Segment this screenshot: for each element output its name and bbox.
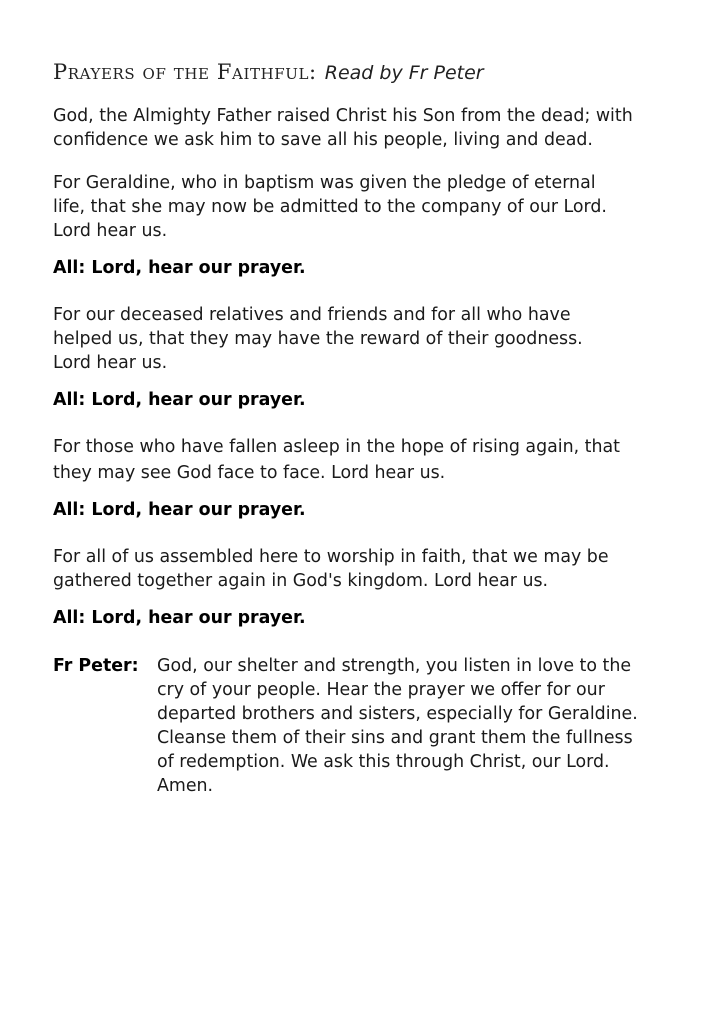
intention-line: gathered together again in God's kingdom. Lord hear us.	[53, 571, 549, 591]
intention-line: Lord hear us.	[53, 353, 168, 373]
closing-line: Cleanse them of their sins and grant them the fullness	[157, 728, 633, 748]
intro-line: confidence we ask him to save all his people, living and dead.	[53, 130, 593, 150]
intention-line: For all of us assembled here to worship in faith, that we may be	[53, 547, 609, 567]
closing-line: Amen.	[157, 776, 214, 796]
intention-line: they may see God face to face. Lord hear us.	[53, 463, 446, 483]
closing-line: God, our shelter and strength, you listen in love to the	[157, 656, 632, 676]
intention-line: helped us, that they may have the reward of their goodness.	[53, 329, 583, 349]
intention-line: For our deceased relatives and friends and for all who have	[53, 305, 571, 325]
intention-2-response: All: Lord, hear our prayer.	[53, 390, 306, 410]
intention-4-paragraph	[53, 545, 693, 593]
closing-speaker: Fr Peter:	[53, 656, 139, 676]
intention-3-paragraph	[53, 435, 693, 485]
intro-paragraph	[53, 104, 693, 152]
intention-2-paragraph	[53, 303, 693, 375]
intro-line: God, the Almighty Father raised Christ his Son from the dead; with	[53, 106, 633, 126]
intention-line: Lord hear us.	[53, 221, 168, 241]
intention-3-response: All: Lord, hear our prayer.	[53, 500, 306, 520]
page-heading	[53, 60, 484, 84]
heading-title: Prayers of the Faithful:	[53, 60, 317, 84]
intention-line: life, that she may now be admitted to the company of our Lord.	[53, 197, 607, 217]
closing-prayer	[157, 654, 697, 798]
intention-1-paragraph	[53, 171, 693, 243]
closing-line: of redemption. We ask this through Christ, our Lord.	[157, 752, 610, 772]
closing-line: cry of your people. Hear the prayer we offer for our	[157, 680, 605, 700]
heading-subtitle: Read by Fr Peter	[324, 62, 484, 84]
intention-line: For those who have fallen asleep in the hope of rising again, that	[53, 437, 620, 457]
intention-4-response: All: Lord, hear our prayer.	[53, 608, 306, 628]
intention-1-response: All: Lord, hear our prayer.	[53, 258, 306, 278]
intention-line: For Geraldine, who in baptism was given the pledge of eternal	[53, 173, 596, 193]
closing-line: departed brothers and sisters, especially for Geraldine.	[157, 704, 638, 724]
